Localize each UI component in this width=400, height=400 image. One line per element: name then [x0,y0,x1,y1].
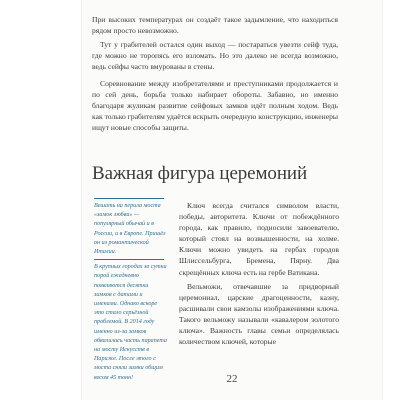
intro-text [92,14,338,136]
book-page [82,0,382,400]
paragraph: Ключ всегда считался символом власти, победы, авторитета. Ключи от побеждённого города, как правило, подносили завоевателю, который стоял на возвышенности, на холме. Ключи можно увидеть на гербах городов Шлиссельбурга, Бремена, Пярну. Два скрещённых ключа есть на гербе Ватикана. [179,201,339,277]
section-title: Важная фигура церемоний [92,163,308,184]
paragraph: Вельможи, отвечавшие за придворный церемониал, царские драгоценности, казну, расшивали свои камзолы изображениями ключа. Такого вельможу называли «кавалером золотого ключа». Важность главы семьи определялась количеством ключей, которые [179,281,339,347]
main-column [179,200,339,350]
sidebar-paragraph: В крупных городах за сутки порой ежедневно появляются десятки замков с датами и именами. Однако вскоре это стало серьёзной проблемой. В 2014 году именно из-за замков обвалилась часть парапета на мосту Искусств в Париже. После этого с моста сняли замки общим весом 45 тонн! [94,264,167,381]
paragraph: Соревнование между изобретателями и преступниками продолжается и по сей день, борьба только набирает обороты. Забавно, но именно благодаря жуликам развитие сейфовых замков идёт полным ходом. Ведь как только грабителям удаётся вскрыть очередную конструкцию, инженеры ищут новые способы защиты. [92,79,338,132]
sidebar-rule [94,259,164,260]
paragraph: Тут у грабителей остался один выход — постараться увезти сейф туда, где можно не торопясь его взломать. Но это далеко не всегда возможно, ведь сейфы часто вмурованы в стены. [92,40,338,71]
paragraph: При высоких температурах он создаёт такое задымление, что находиться рядом просто невозможно. [92,15,338,35]
sidebar-paragraph: Вешать на перила моста «замок любви» — популярный обычай и в России, и в Европе. Пришёл он из романтической Италии. [94,203,166,256]
page-number: 22 [226,373,238,385]
sidebar-note [94,198,167,383]
sidebar-rule [94,198,164,199]
